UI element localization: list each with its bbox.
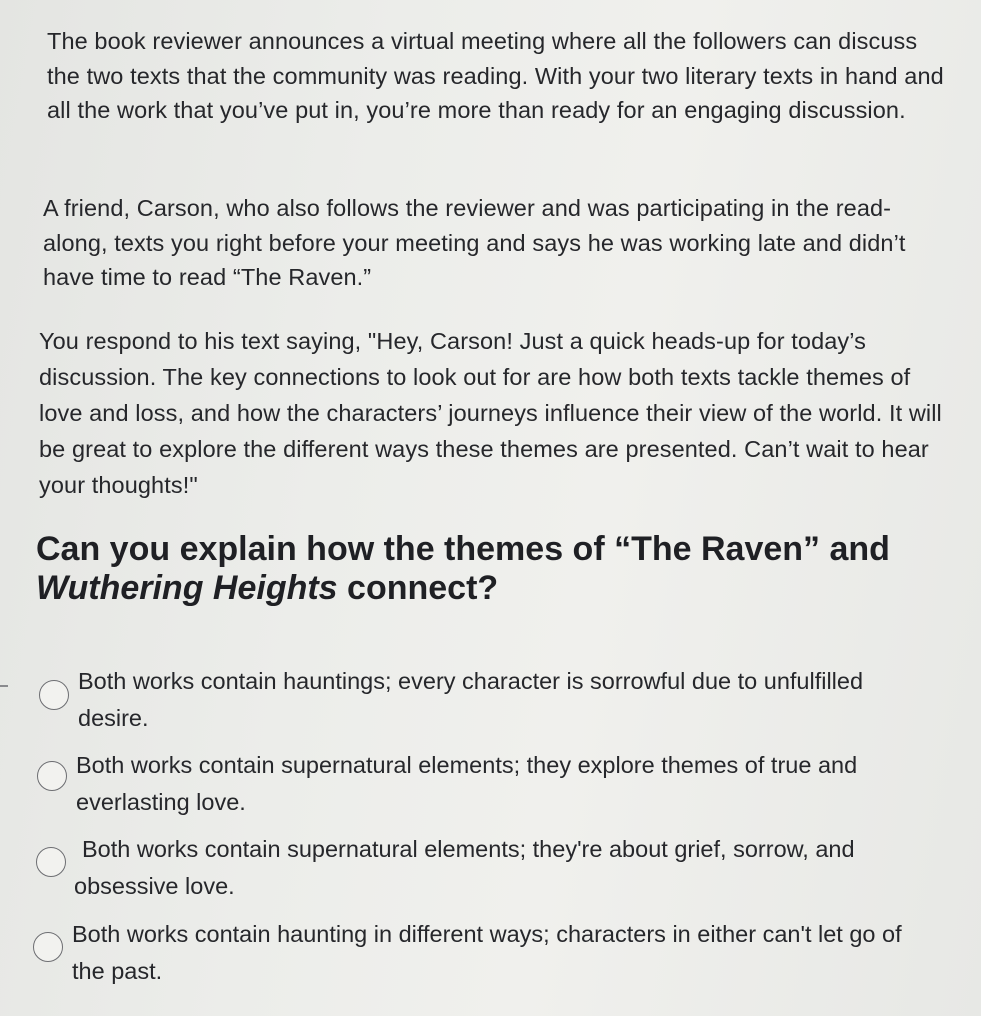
radio-button-a[interactable] bbox=[39, 680, 69, 710]
passage-paragraph-3: You respond to his text saying, "Hey, Carson! Just a quick heads-up for today’s discussion. The key connections to look out for are how both texts tackle themes of love and loss, and how the characters’ journeys influence their view of the world. It will be great to explore the different ways these themes are presented. Can’t wait to hear your thoughts!" bbox=[39, 328, 942, 498]
question-book-title: Wuthering Heights bbox=[36, 569, 338, 607]
question-prompt bbox=[36, 530, 936, 608]
passage-paragraph-2: A friend, Carson, who also follows the reviewer and was participating in the read-along, texts you right before your meeting and says he was working late and didn’t have time to read “The Raven.” bbox=[43, 195, 906, 290]
answer-option-c-label[interactable]: Both works contain supernatural elements; they're about grief, sorrow, and obsessive love. bbox=[74, 836, 855, 899]
radio-button-d[interactable] bbox=[33, 932, 63, 962]
answer-option-b-label[interactable]: Both works contain supernatural elements; they explore themes of true and everlasting love. bbox=[76, 752, 858, 815]
question-text-start: Can you explain how the themes of “The Raven” and bbox=[36, 530, 890, 568]
answer-option-a-label[interactable]: Both works contain hauntings; every character is sorrowful due to unfulfilled desire. bbox=[78, 668, 864, 731]
radio-button-b[interactable] bbox=[37, 761, 67, 791]
radio-button-c[interactable] bbox=[36, 847, 66, 877]
answer-option-d-label[interactable]: Both works contain haunting in different ways; characters in either can't let go of the past. bbox=[72, 921, 902, 984]
question-text-end: connect? bbox=[337, 569, 499, 607]
margin-tick-mark bbox=[0, 685, 8, 687]
passage-paragraph-1: The book reviewer announces a virtual meeting where all the followers can discuss the two texts that the community was reading. With your two literary texts in hand and all the work that you’ve put in, you’re more than ready for an engaging discussion. bbox=[47, 28, 944, 123]
